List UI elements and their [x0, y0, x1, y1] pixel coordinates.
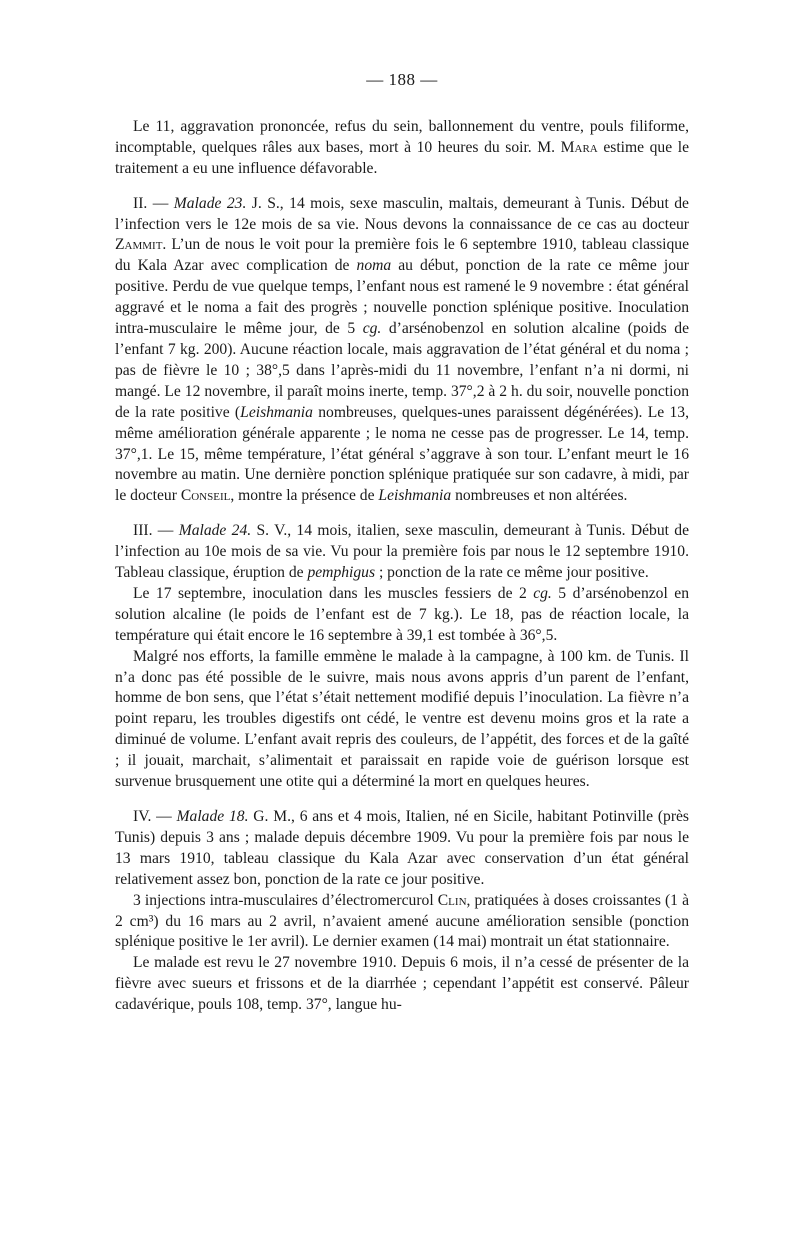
text-run: cg. [362, 320, 382, 338]
text-run: Le malade est revu le 27 novembre 1910. Depuis 6 mois, il n’a cessé de présenter de la fièvre avec sueurs et frissons et de la diarrhée ; cependant l’appétit est conservé. Pâleur cadavérique, pouls 108, temp. 37°, langue hu- [115, 954, 689, 1014]
text-run: Le 11, aggravation prononcée, refus du sein, ballonnement du ventre, pouls filiforme, incomptable, quelques râles aux bases, mort à 10 heures du soir. M. [115, 117, 689, 156]
text-run: au début, ponction de la rate ce même jour positive. Perdu de vue quelque temps, l’enfant nous est ramené le 9 novembre : état général aggravé et le noma a fait des progrès ; nouvelle ponction splénique positive. Inoculation intra-musculaire le même jour, de 5 [115, 257, 690, 338]
text-run: , montre la présence de [230, 487, 379, 505]
paragraph-p7 [115, 891, 689, 954]
text-run: Leishmania [240, 403, 313, 421]
paragraph-p2 [115, 194, 689, 508]
text-run: Malade 18. [176, 808, 249, 825]
text-run: Conseil [180, 487, 231, 505]
text-run: nombreuses et non altérées. [451, 487, 628, 505]
paragraph-p1 [115, 117, 689, 180]
body-text [115, 117, 689, 1016]
text-run: Zammit [115, 236, 163, 254]
paragraph-p5 [115, 647, 689, 793]
paragraph-p6 [115, 807, 689, 891]
text-run: Malade 24. [178, 522, 252, 540]
text-run: estime que le traitement a eu une influence défavorable. [115, 138, 689, 177]
paragraph-p8 [115, 953, 689, 1016]
text-run: 5 d’arsénobenzol en solution alcaline (le poids de l’enfant est de 7 kg.). Le 18, pas de réaction locale, la température qui était encore le 16 septembre à 39,1 est tombée à 36°,5. [115, 584, 689, 644]
text-run: ; ponction de la rate ce même jour positive. [375, 564, 649, 582]
text-run: Le 17 septembre, inoculation dans les muscles fessiers de 2 [133, 584, 534, 602]
text-run: nombreuses, quelques-unes paraissent dégénérées). Le 13, même amélioration générale apparente ; le noma ne cesse pas de progresser. Le 14, temp. 37°,1. Le 15, même température, l’état général s’aggrave à son tour. L’enfant meurt le 16 novembre au matin. Une dernière ponction splénique pratiquée sur son cadavre, à midi, par le docteur [115, 403, 689, 505]
paragraph-p4 [115, 584, 689, 647]
text-run: pemphigus [307, 564, 376, 582]
book-page [115, 70, 689, 1016]
text-run: Mara [560, 138, 598, 156]
text-run: G. M., 6 ans et 4 mois, Italien, né en Sicile, habitant Potinville (près Tunis) depuis 3 ans ; malade depuis décembre 1909. Vu pour la première fois par nous le 13 mars 1910, tableau classique du Kala Azar avec conservation d’un état général relativement assez bon, ponction de la rate ce jour positive. [115, 808, 690, 888]
text-run: d’arsénobenzol en solution alcaline (poids de l’enfant 7 kg. 200). Aucune réaction locale, mais aggravation de l’état général et du noma ; pas de fièvre le 10 ; 38°,5 dans l’après-midi du 11 novembre, l’enfant n’a ni dormi, ni mangé. Le 12 novembre, il paraît moins inerte, temp. 37°,2 à 2 h. du soir, nouvelle ponction de la rate positive ( [115, 320, 689, 421]
text-run: , pratiquées à doses croissantes (1 à 2 cm³) du 16 mars au 2 avril, n’avaient amené aucune amélioration sensible (ponction splénique positive le 1er avril). Le dernier examen (14 mai) montrait un état stationnaire. [115, 891, 689, 951]
text-run: Malade 23. [173, 194, 247, 212]
page-number: — 188 — [366, 70, 438, 89]
text-run: 3 injections intra-musculaires d’électromercurol [133, 891, 438, 909]
text-run: cg. [533, 584, 552, 602]
text-run: IV. — [133, 808, 177, 825]
text-run: . L’un de nous le voit pour la première fois le 6 septembre 1910, tableau classique du Kala Azar avec complication de [115, 236, 689, 275]
paragraph-p3 [115, 521, 689, 584]
text-run: J. S., 14 mois, sexe masculin, maltais, demeurant à Tunis. Début de l’infection vers le 12e mois de sa vie. Nous devons la connaissance de ce cas au docteur [115, 194, 689, 233]
text-run: Clin [437, 891, 467, 909]
text-run: noma [356, 257, 392, 275]
text-run: III. — [133, 522, 179, 540]
text-run: Leishmania [378, 487, 452, 505]
text-run: Malgré nos efforts, la famille emmène le malade à la campagne, à 100 km. de Tunis. Il n’a donc pas été possible de le suivre, mais nous avons appris d’un parent de l’enfant, homme de bon sens, que l’état s’était nettement modifié depuis l’inoculation. La fièvre n’a point reparu, les troubles digestifs ont cédé, le ventre est devenu moins gros et la rate a diminué de volume. L’enfant avait repris des couleurs, de l’appétit, des forces et de la gaîté ; il jouait, marchait, s’alimentait et paraissait en rapide voie de guérison lorsque est survenue brusquement une otite qui a déterminé la mort en quelques heures. [115, 647, 689, 791]
text-run: S. V., 14 mois, italien, sexe masculin, demeurant à Tunis. Début de l’infection au 10e mois de sa vie. Vu pour la première fois par nous le 12 septembre 1910. Tableau classique, éruption de [115, 522, 689, 582]
text-run: II. — [133, 194, 174, 212]
